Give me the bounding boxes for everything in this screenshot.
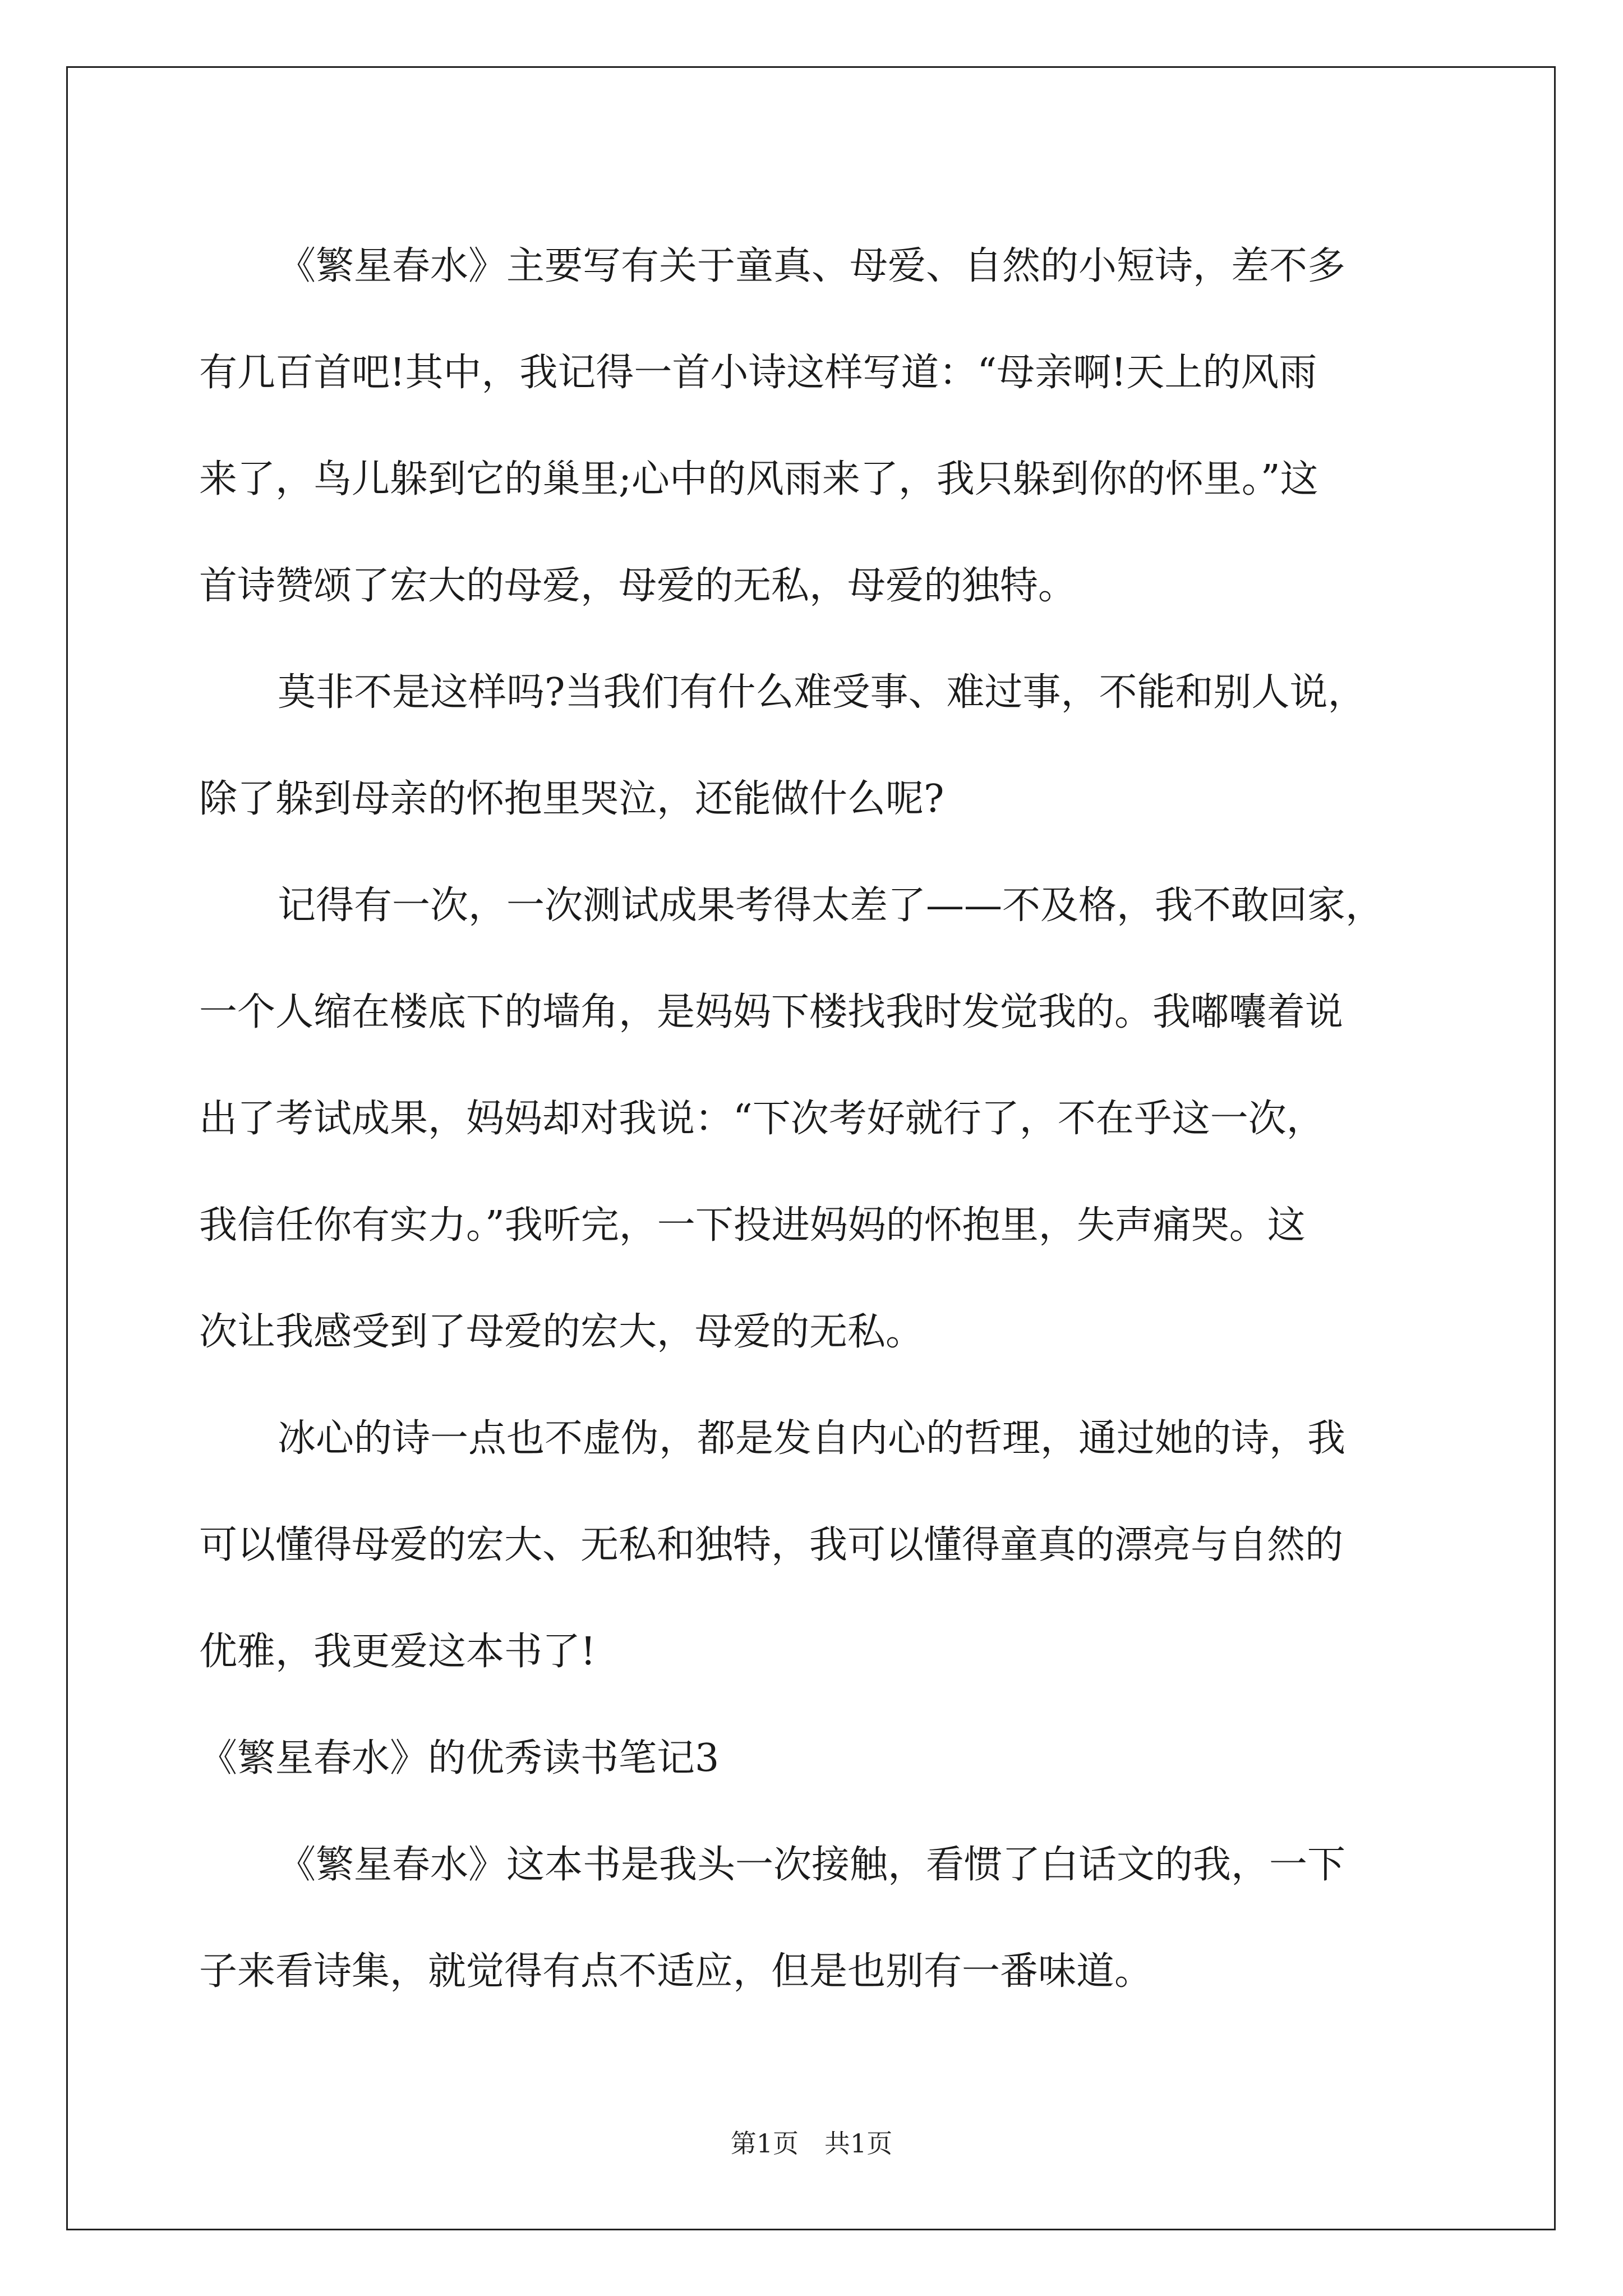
page-number-footer: 第1页 共1页 [730, 2128, 893, 2159]
text-line-6: 除了躲到母亲的怀抱里哭泣，还能做什么呢? [199, 777, 944, 821]
text-line-4: 首诗赞颂了宏大的母爱，母爱的无私，母爱的独特。 [199, 564, 1077, 608]
text-line-10: 我信任你有实力。”我听完，一下投进妈妈的怀抱里，失声痛哭。这 [199, 1203, 1306, 1248]
text-line-7: 记得有一次，一次测试成果考得太差了——不及格，我不敢回家， [278, 884, 1384, 928]
text-line-17: 子来看诗集，就觉得有点不适应，但是也别有一番味道。 [199, 1949, 1153, 1994]
text-line-5: 莫非不是这样吗?当我们有什么难受事、难过事，不能和别人说， [278, 670, 1366, 715]
text-line-9: 出了考试成果，妈妈却对我说：“下次考好就行了，不在乎这一次， [199, 1097, 1325, 1141]
text-line-2: 有几百首吧!其中，我记得一首小诗这样写道：“母亲啊!天上的风雨 [199, 351, 1317, 395]
text-line-16: 《繁星春水》这本书是我头一次接触，看惯了白话文的我，一下 [278, 1843, 1346, 1887]
section-heading: 《繁星春水》的优秀读书笔记3 [199, 1736, 720, 1780]
document-body [199, 213, 1436, 2025]
text-line-12: 冰心的诗一点也不虚伪，都是发自内心的哲理，通过她的诗，我 [278, 1416, 1346, 1461]
text-line-14: 优雅，我更爱这本书了! [199, 1630, 596, 1674]
text-line-3: 来了，鸟儿躲到它的巢里;心中的风雨来了，我只躲到你的怀里。”这 [199, 457, 1318, 501]
text-line-1: 《繁星春水》主要写有关于童真、母爱、自然的小短诗，差不多 [278, 244, 1346, 288]
text-line-8: 一个人缩在楼底下的墙角，是妈妈下楼找我时发觉我的。我嘟囔着说 [199, 990, 1344, 1034]
text-line-11: 次让我感受到了母爱的宏大，母爱的无私。 [199, 1310, 924, 1354]
text-line-13: 可以懂得母爱的宏大、无私和独特，我可以懂得童真的漂亮与自然的 [199, 1523, 1344, 1567]
